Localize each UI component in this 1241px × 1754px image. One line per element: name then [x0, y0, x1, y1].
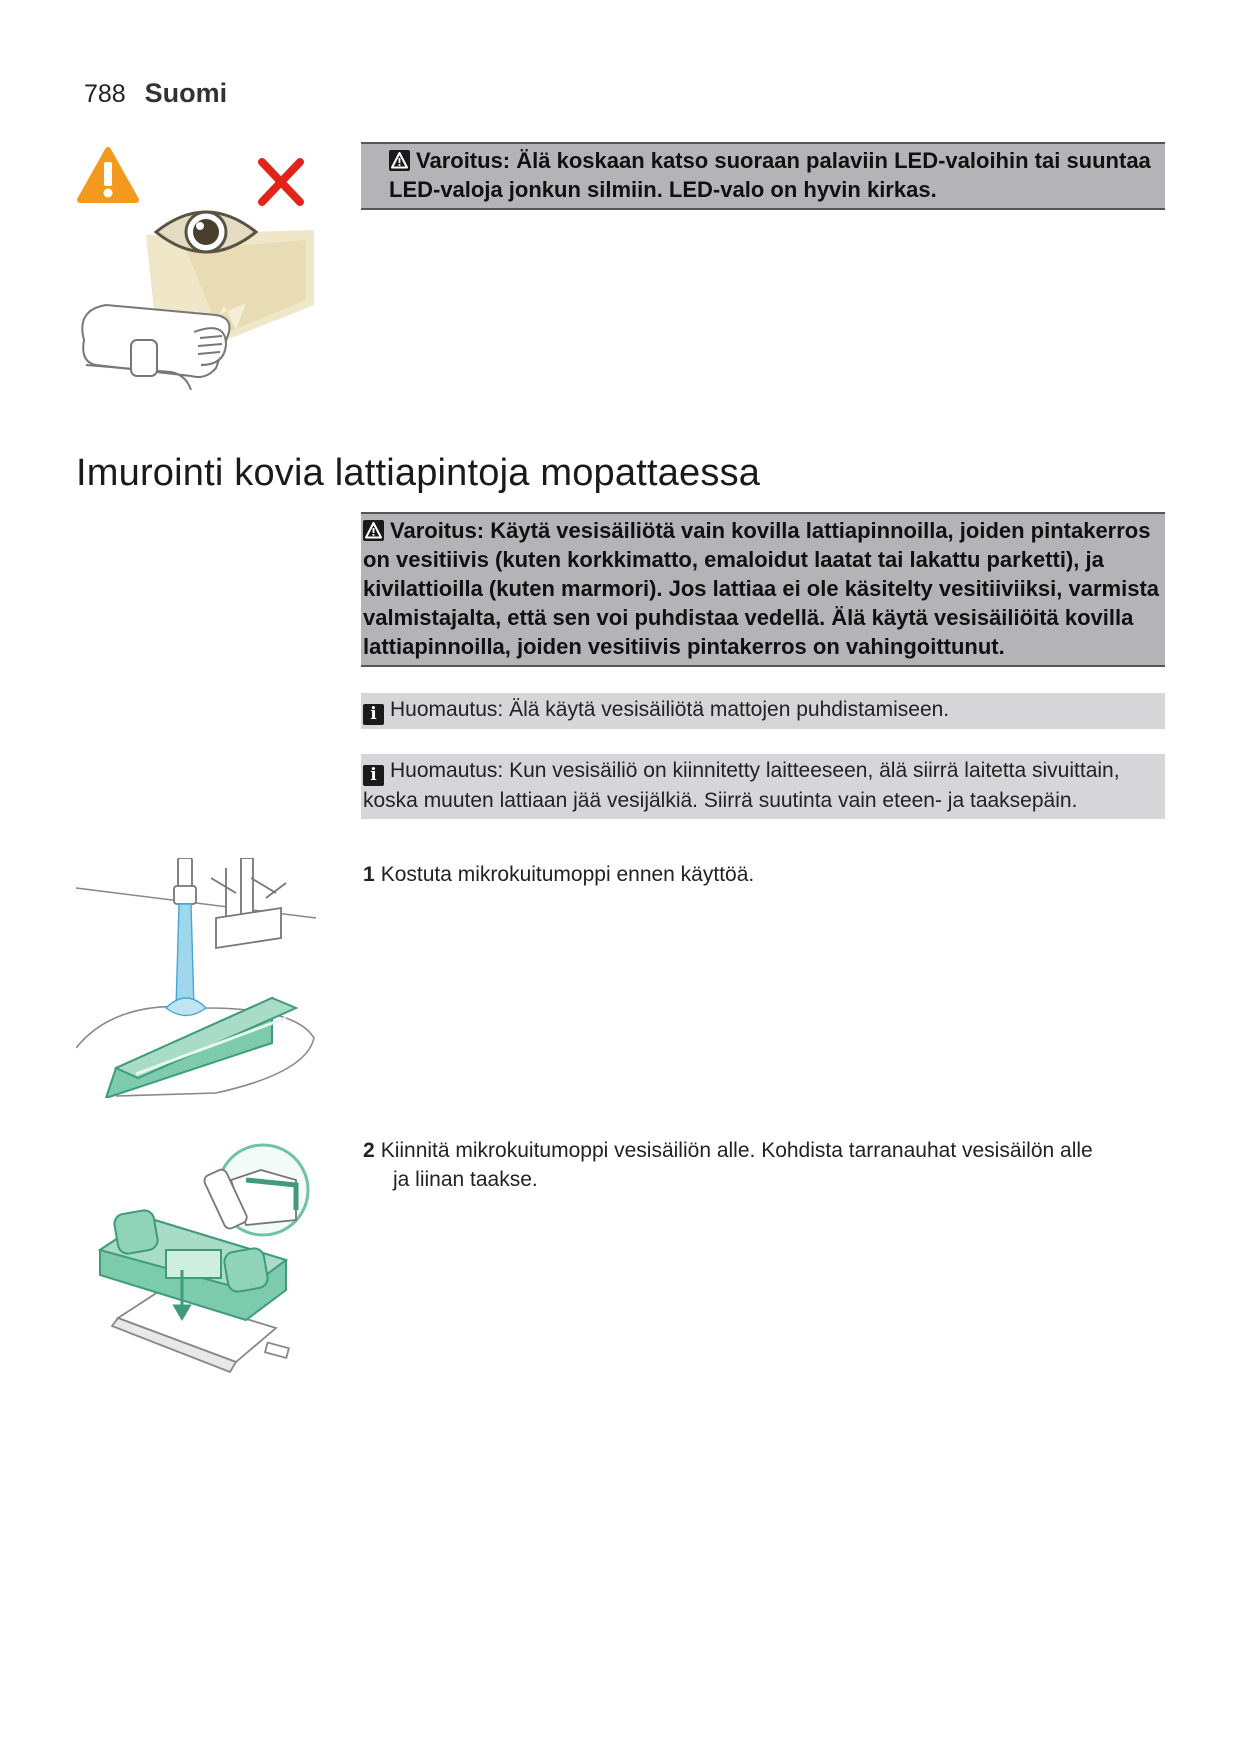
section-title: Imurointi kovia lattiapintoja mopattaessa [76, 452, 761, 494]
detail-circle-icon [202, 1145, 308, 1235]
step-2 [363, 1136, 1163, 1194]
led-warning-box [361, 142, 1165, 210]
sideways-note-box [361, 754, 1165, 819]
note2-label: Huomautus: [390, 759, 504, 782]
wet-mop-illustration [76, 858, 316, 1098]
page-number: 788 [84, 80, 126, 108]
page-language: Suomi [144, 78, 228, 108]
step-2-text-line1: Kiinnitä mikrokuitumoppi vesisäiliön alle. Kohdista tarranauhat vesisäilön alle [380, 1139, 1093, 1162]
warning-icon [363, 520, 384, 541]
step-1-number: 1 [363, 863, 375, 886]
red-cross-icon [262, 162, 300, 202]
step-1-text: Kostuta mikrokuitumoppi ennen käyttöä. [380, 863, 755, 886]
page-header [84, 78, 227, 109]
warning1-label: Varoitus: [416, 148, 511, 173]
step-2-number: 2 [363, 1139, 375, 1162]
water-stream-icon [166, 904, 206, 1016]
warning1-text: Älä koskaan katso suoraan palaviin LED-valoihin tai suuntaa LED-valoja jonkun silmiin. LED-valo on hyvin kirkas. [389, 148, 1151, 202]
note2-text: Kun vesisäiliö on kiinnitetty laitteeseen, älä siirrä laitetta sivuittain, koska muuten lattiaan jää vesijälkiä. Siirrä suutinta vain eteen- ja taaksepäin. [363, 759, 1120, 812]
warning-icon [389, 150, 410, 171]
step-1 [363, 860, 1163, 889]
info-icon: i [363, 704, 384, 725]
warning2-label: Varoitus: [390, 518, 485, 543]
step-2-text-line2: ja liinan taakse. [393, 1168, 538, 1191]
attach-mop-illustration [96, 1140, 326, 1380]
water-tank-warning-box [361, 512, 1165, 667]
info-icon: i [363, 765, 384, 786]
warning-triangle-icon [80, 150, 136, 200]
note1-label: Huomautus: [390, 698, 504, 721]
floor-head-icon [82, 305, 229, 390]
carpet-note-box [361, 693, 1165, 729]
warning2-text: Käytä vesisäiliötä vain kovilla lattiapinnoilla, joiden pintakerros on vesitiivis (kuten korkkimatto, emaloidut laatat tai lakattu parketti), ja kivilattioilla (kuten marmori). Jos lattiaa ei ole käsitelty vesitiiviiksi, varmista valmistajalta, että sen voi puhdistaa vedellä. Älä käytä vesisäiliöitä kovilla lattiapinnoilla, joiden vesitiivis pintakerros on vahingoittunut. [363, 518, 1160, 659]
note1-text: Älä käytä vesisäiliötä mattojen puhdistamiseen. [509, 698, 950, 721]
led-warning-illustration [76, 140, 316, 390]
microfibre-mop-icon [106, 998, 296, 1098]
